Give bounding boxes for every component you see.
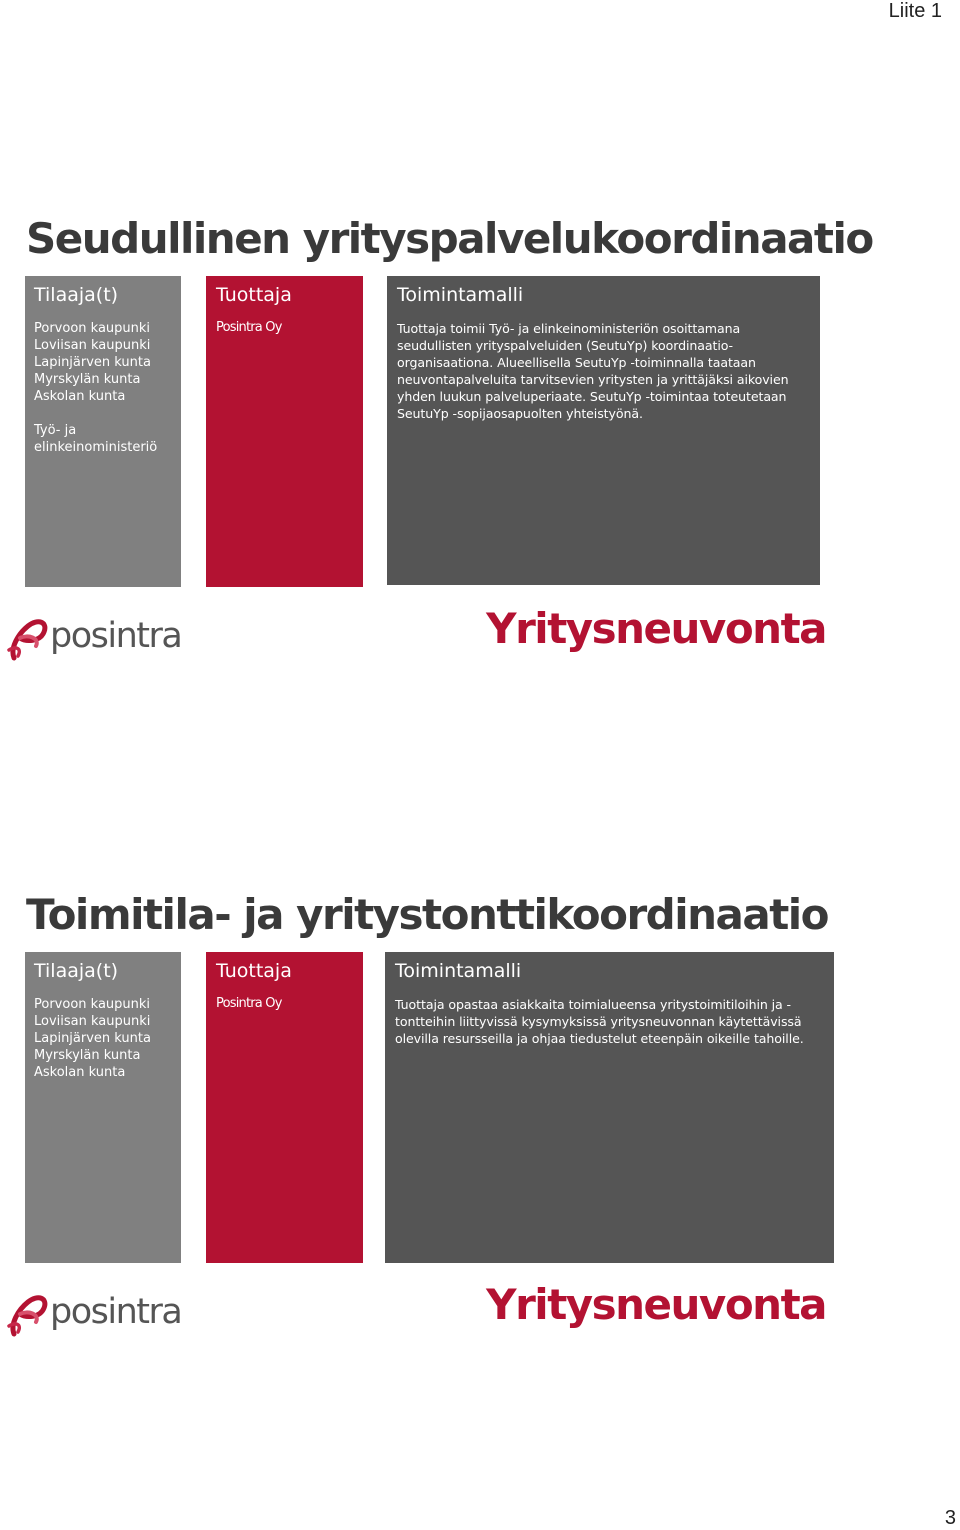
client-extra: Työ- ja elinkeinoministeriö: [34, 423, 158, 455]
page-number: 3: [944, 1507, 956, 1529]
attachment-label: Liite 1: [888, 0, 942, 22]
model-heading: Toimintamalli: [397, 284, 524, 306]
list-item: Myrskylän kunta: [34, 1048, 141, 1063]
posintra-logo: [6, 612, 182, 664]
list-item: Myrskylän kunta: [34, 372, 141, 387]
posintra-ribbon-icon: [6, 1288, 50, 1338]
producer-column: [206, 952, 363, 1263]
client-list: [34, 996, 172, 1081]
section-title: Yritysneuvonta: [486, 604, 826, 653]
posintra-ribbon-icon: [6, 612, 50, 662]
list-item: Lapinjärven kunta: [34, 1031, 151, 1046]
posintra-wordmark: posintra: [50, 1292, 182, 1332]
client-list: [34, 320, 172, 405]
model-column: [387, 276, 820, 585]
producer-heading: Tuottaja: [216, 960, 292, 982]
posintra-logo: [6, 1288, 182, 1340]
client-column: [25, 952, 181, 1263]
producer-column: [206, 276, 363, 587]
model-text: Tuottaja toimii Työ- ja elinkeinoministeriön osoittamana seudullisten yrityspalveluiden (SeutuYp) koordinaatio-organisaationa. Alueellisella SeutuYp -toiminnalla taataan neuvontapalveluita tarvitsevien yritysten ja yrittäjäksi aikovien yhden luukun palveluperiaate. SeutuYp -toimintaa toteutetaan SeutuYp -sopijaosapuolten yhteistyönä.: [397, 321, 789, 421]
list-item: Askolan kunta: [34, 389, 126, 404]
client-heading: Tilaaja(t): [34, 960, 119, 982]
slide-title: Seudullinen yrityspalvelukoordinaatio: [26, 214, 873, 263]
list-item: Porvoon kaupunki: [34, 321, 151, 336]
client-column: [25, 276, 181, 587]
list-item: Lapinjärven kunta: [34, 355, 151, 370]
model-column: [385, 952, 834, 1263]
list-item: Loviisan kaupunki: [34, 1014, 151, 1029]
client-heading: Tilaaja(t): [34, 284, 119, 306]
slide-2: [0, 890, 960, 1360]
slide-title: Toimitila- ja yritystonttikoordinaatio: [26, 890, 829, 939]
list-item: Loviisan kaupunki: [34, 338, 151, 353]
producer-name: Posintra Oy: [216, 996, 282, 1011]
posintra-wordmark: posintra: [50, 616, 182, 656]
list-item: Porvoon kaupunki: [34, 997, 151, 1012]
model-text: Tuottaja opastaa asiakkaita toimialueensa yritystoimitiloihin ja -tontteihin liittyvissä kysymyksissä yritysneuvonnan käytettävissä olevilla resursseilla ja ohjaa tiedustelut eteenpäin oikeille tahoille.: [395, 997, 804, 1046]
producer-heading: Tuottaja: [216, 284, 292, 306]
slide-1: [0, 214, 960, 684]
section-title: Yritysneuvonta: [486, 1280, 826, 1329]
list-item: Askolan kunta: [34, 1065, 126, 1080]
producer-name: Posintra Oy: [216, 320, 282, 335]
model-heading: Toimintamalli: [395, 960, 522, 982]
